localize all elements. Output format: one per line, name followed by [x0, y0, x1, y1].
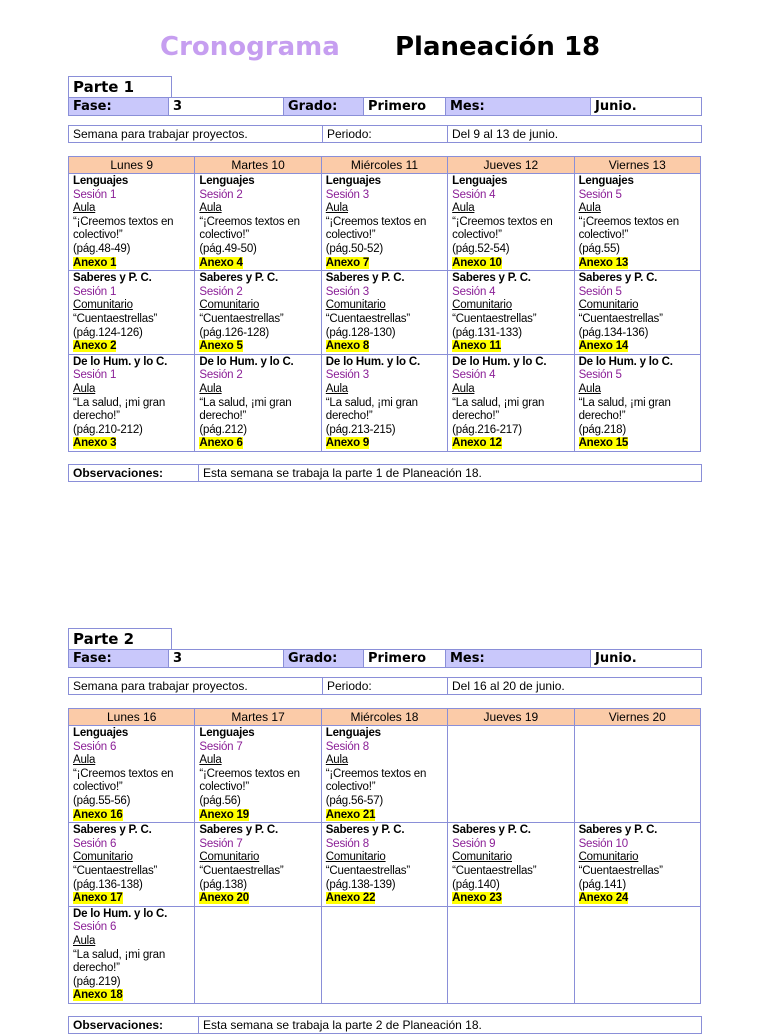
page-range: (pág.141)	[578, 878, 626, 891]
anexo-label: Anexo 19	[199, 808, 249, 821]
subject-name: Lenguajes	[199, 727, 255, 739]
subject-name: Saberes y P. C.	[325, 272, 405, 285]
subject-name: Lenguajes	[578, 175, 634, 187]
semana-label: Semana para trabajar proyectos.	[69, 678, 323, 695]
mes-value: Junio.	[591, 98, 702, 116]
periodo-value: Del 16 al 20 de junio.	[448, 678, 702, 695]
session-number: Sesión 4	[452, 285, 496, 298]
page-range: (pág.50-52)	[325, 242, 384, 255]
anexo-label: Anexo 9	[325, 437, 370, 450]
session-number: Sesión 6	[73, 921, 117, 934]
page-range: (pág.48-49)	[73, 242, 131, 255]
subject-name: Lenguajes	[325, 175, 381, 187]
session-cell	[321, 354, 447, 451]
page-range: (pág.126-128)	[199, 326, 270, 339]
page-range: (pág.219)	[73, 975, 121, 988]
session-cell	[574, 271, 700, 355]
modality: Aula	[325, 202, 348, 215]
page-range: (pág.128-130)	[325, 326, 396, 339]
session-number: Sesión 1	[73, 188, 117, 201]
session-cell	[321, 271, 447, 355]
fase-value: 3	[169, 98, 284, 116]
day-header: Lunes 16	[69, 709, 195, 726]
day-header: Jueves 19	[448, 709, 574, 726]
anexo-label: Anexo 6	[199, 437, 243, 450]
day-header: Viernes 13	[574, 157, 700, 174]
subject-name: Saberes y P. C.	[325, 824, 405, 837]
session-cell	[69, 271, 195, 355]
session-cell	[574, 823, 700, 907]
schedule-table	[68, 708, 701, 1004]
modality: Aula	[325, 382, 348, 395]
subject-name: Lenguajes	[452, 175, 508, 187]
modality: Aula	[578, 382, 601, 395]
session-cell	[195, 726, 321, 823]
periodo-label: Periodo:	[323, 678, 448, 695]
page-range: (pág.140)	[452, 878, 500, 891]
subject-name: De lo Hum. y lo C.	[578, 355, 673, 368]
session-number: Sesión 5	[578, 285, 622, 298]
topic-title: “Cuentaestrellas”	[452, 312, 537, 325]
schedule-table	[68, 156, 701, 452]
modality: Comunitario	[452, 299, 512, 312]
page-range: (pág.56-57)	[325, 794, 384, 807]
anexo-label: Anexo 2	[73, 340, 117, 353]
day-header: Miércoles 18	[321, 709, 447, 726]
page-range: (pág.136-138)	[73, 878, 143, 891]
session-number: Sesión 4	[452, 188, 496, 201]
modality: Comunitario	[73, 299, 133, 312]
anexo-label: Anexo 1	[73, 256, 117, 269]
topic-title: “¡Creemos textos en colectivo!”	[73, 215, 174, 242]
anexo-label: Anexo 4	[199, 256, 243, 269]
empty-cell	[448, 726, 574, 823]
session-number: Sesión 8	[325, 740, 369, 753]
modality: Comunitario	[325, 851, 386, 864]
info-table	[68, 649, 702, 668]
session-cell	[574, 354, 700, 451]
session-number: Sesión 7	[199, 740, 243, 753]
session-number: Sesión 5	[578, 188, 622, 201]
session-cell	[69, 354, 195, 451]
period-table	[68, 125, 702, 143]
session-cell	[69, 823, 195, 907]
modality: Aula	[452, 382, 475, 395]
anexo-label: Anexo 12	[452, 437, 502, 450]
topic-title: “Cuentaestrellas”	[73, 312, 158, 325]
day-header: Martes 17	[195, 709, 321, 726]
modality: Comunitario	[578, 299, 639, 312]
anexo-label: Anexo 3	[73, 437, 117, 450]
page-range: (pág.55)	[578, 242, 620, 255]
modality: Aula	[73, 382, 96, 395]
day-header: Miércoles 11	[321, 157, 447, 174]
session-cell	[321, 174, 447, 271]
modality: Aula	[73, 934, 96, 947]
session-number: Sesión 1	[73, 285, 117, 298]
fase-value: 3	[169, 650, 284, 668]
modality: Aula	[73, 202, 96, 215]
page-range: (pág.124-126)	[73, 326, 143, 339]
session-cell	[448, 823, 574, 907]
anexo-label: Anexo 14	[578, 340, 629, 353]
document-title	[0, 30, 768, 70]
topic-title: “La salud, ¡mi gran derecho!”	[578, 396, 671, 423]
anexo-label: Anexo 7	[325, 256, 370, 269]
semana-label: Semana para trabajar proyectos.	[69, 126, 323, 143]
session-number: Sesión 5	[578, 369, 622, 382]
topic-title: “¡Creemos textos en colectivo!”	[325, 767, 427, 794]
modality: Aula	[578, 202, 601, 215]
subject-name: Saberes y P. C.	[578, 272, 658, 285]
empty-cell	[321, 906, 447, 1003]
session-number: Sesión 7	[199, 837, 243, 850]
session-cell	[448, 174, 574, 271]
session-cell	[195, 174, 321, 271]
topic-title: “¡Creemos textos en colectivo!”	[73, 767, 174, 794]
anexo-label: Anexo 13	[578, 256, 629, 269]
day-header: Lunes 9	[69, 157, 195, 174]
subject-name: Saberes y P. C.	[73, 272, 152, 285]
modality: Aula	[199, 754, 222, 767]
subject-name: Lenguajes	[73, 727, 129, 739]
topic-title: “La salud, ¡mi gran derecho!”	[73, 948, 166, 975]
session-cell	[69, 174, 195, 271]
session-cell	[448, 354, 574, 451]
grado-label: Grado:	[284, 98, 364, 116]
topic-title: “Cuentaestrellas”	[325, 312, 410, 325]
topic-title: “¡Creemos textos en colectivo!”	[199, 215, 300, 242]
page-range: (pág.216-217)	[452, 423, 522, 436]
topic-title: “¡Creemos textos en colectivo!”	[578, 215, 679, 242]
session-number: Sesión 9	[452, 837, 496, 850]
topic-title: “La salud, ¡mi gran derecho!”	[325, 396, 418, 423]
modality: Aula	[325, 754, 348, 767]
session-cell	[321, 726, 447, 823]
parte-label: Parte 2	[68, 628, 172, 649]
session-number: Sesión 8	[325, 837, 369, 850]
title-planeacion: Planeación 18	[395, 32, 601, 62]
anexo-label: Anexo 10	[452, 256, 502, 269]
topic-title: “Cuentaestrellas”	[325, 864, 410, 877]
day-header: Jueves 12	[448, 157, 574, 174]
anexo-label: Anexo 23	[452, 892, 502, 905]
session-cell	[195, 823, 321, 907]
mes-value: Junio.	[591, 650, 702, 668]
session-number: Sesión 6	[73, 837, 117, 850]
anexo-label: Anexo 24	[578, 892, 629, 905]
page-range: (pág.55-56)	[73, 794, 131, 807]
page-range: (pág.138)	[199, 878, 247, 891]
topic-title: “Cuentaestrellas”	[199, 312, 284, 325]
page-range: (pág.56)	[199, 794, 241, 807]
modality: Comunitario	[199, 299, 260, 312]
subject-name: Saberes y P. C.	[199, 824, 279, 837]
anexo-label: Anexo 8	[325, 340, 370, 353]
empty-cell	[448, 906, 574, 1003]
parte-label: Parte 1	[68, 76, 172, 97]
grado-value: Primero	[364, 98, 446, 116]
session-number: Sesión 10	[578, 837, 628, 850]
observations-table	[68, 464, 702, 482]
subject-name: Saberes y P. C.	[452, 272, 531, 285]
page-range: (pág.134-136)	[578, 326, 649, 339]
title-cronograma: Cronograma	[160, 32, 340, 62]
topic-title: “¡Creemos textos en colectivo!”	[452, 215, 553, 242]
anexo-label: Anexo 17	[73, 892, 123, 905]
topic-title: “Cuentaestrellas”	[199, 864, 284, 877]
anexo-label: Anexo 15	[578, 437, 629, 450]
anexo-label: Anexo 5	[199, 340, 243, 353]
modality: Comunitario	[73, 851, 133, 864]
modality: Aula	[73, 754, 96, 767]
grado-label: Grado:	[284, 650, 364, 668]
page-range: (pág.213-215)	[325, 423, 396, 436]
page-range: (pág.212)	[199, 423, 247, 436]
topic-title: “Cuentaestrellas”	[452, 864, 537, 877]
fase-label: Fase:	[69, 98, 169, 116]
session-number: Sesión 3	[325, 285, 369, 298]
topic-title: “Cuentaestrellas”	[578, 864, 663, 877]
session-number: Sesión 1	[73, 369, 117, 382]
session-number: Sesión 2	[199, 369, 243, 382]
topic-title: “Cuentaestrellas”	[73, 864, 158, 877]
modality: Comunitario	[452, 851, 512, 864]
observaciones-value: Esta semana se trabaja la parte 1 de Planeación 18.	[199, 464, 702, 481]
modality: Comunitario	[199, 851, 260, 864]
session-number: Sesión 3	[325, 188, 369, 201]
anexo-label: Anexo 20	[199, 892, 249, 905]
page-range: (pág.131-133)	[452, 326, 522, 339]
session-cell	[321, 823, 447, 907]
week-block-2	[68, 628, 701, 1034]
anexo-label: Anexo 11	[452, 340, 502, 353]
subject-name: Lenguajes	[73, 175, 129, 187]
session-cell	[69, 726, 195, 823]
modality: Comunitario	[578, 851, 639, 864]
session-number: Sesión 2	[199, 285, 243, 298]
subject-name: De lo Hum. y lo C.	[73, 355, 168, 368]
period-table	[68, 677, 702, 695]
empty-cell	[574, 906, 700, 1003]
observaciones-label: Observaciones:	[69, 464, 199, 481]
subject-name: Lenguajes	[199, 175, 255, 187]
day-header: Viernes 20	[574, 709, 700, 726]
subject-name: Saberes y P. C.	[199, 272, 279, 285]
session-cell	[69, 906, 195, 1003]
session-number: Sesión 3	[325, 369, 369, 382]
topic-title: “Cuentaestrellas”	[578, 312, 663, 325]
topic-title: “La salud, ¡mi gran derecho!”	[452, 396, 545, 423]
anexo-label: Anexo 16	[73, 808, 123, 821]
session-cell	[195, 354, 321, 451]
session-cell	[448, 271, 574, 355]
anexo-label: Anexo 21	[325, 808, 376, 821]
topic-title: “¡Creemos textos en colectivo!”	[199, 767, 300, 794]
page-range: (pág.52-54)	[452, 242, 510, 255]
session-number: Sesión 2	[199, 188, 243, 201]
page-range: (pág.49-50)	[199, 242, 257, 255]
anexo-label: Anexo 22	[325, 892, 376, 905]
subject-name: Lenguajes	[325, 727, 381, 739]
info-table	[68, 97, 702, 116]
day-header: Martes 10	[195, 157, 321, 174]
week-block-1	[68, 76, 701, 482]
mes-label: Mes:	[446, 98, 591, 116]
page-range: (pág.218)	[578, 423, 626, 436]
modality: Aula	[199, 382, 222, 395]
empty-cell	[195, 906, 321, 1003]
subject-name: De lo Hum. y lo C.	[199, 355, 294, 368]
subject-name: Saberes y P. C.	[73, 824, 152, 837]
empty-cell	[574, 726, 700, 823]
subject-name: De lo Hum. y lo C.	[452, 355, 547, 368]
periodo-value: Del 9 al 13 de junio.	[448, 126, 702, 143]
observaciones-label: Observaciones:	[69, 1016, 199, 1033]
subject-name: De lo Hum. y lo C.	[73, 907, 168, 920]
subject-name: Saberes y P. C.	[578, 824, 658, 837]
session-number: Sesión 6	[73, 740, 117, 753]
topic-title: “¡Creemos textos en colectivo!”	[325, 215, 427, 242]
page-range: (pág.210-212)	[73, 423, 143, 436]
session-cell	[195, 271, 321, 355]
topic-title: “La salud, ¡mi gran derecho!”	[199, 396, 292, 423]
observations-table	[68, 1016, 702, 1034]
anexo-label: Anexo 18	[73, 989, 123, 1002]
session-number: Sesión 4	[452, 369, 496, 382]
modality: Comunitario	[325, 299, 386, 312]
grado-value: Primero	[364, 650, 446, 668]
periodo-label: Periodo:	[323, 126, 448, 143]
topic-title: “La salud, ¡mi gran derecho!”	[73, 396, 166, 423]
subject-name: Saberes y P. C.	[452, 824, 531, 837]
page-range: (pág.138-139)	[325, 878, 396, 891]
subject-name: De lo Hum. y lo C.	[325, 355, 420, 368]
modality: Aula	[199, 202, 222, 215]
modality: Aula	[452, 202, 475, 215]
observaciones-value: Esta semana se trabaja la parte 2 de Planeación 18.	[199, 1016, 702, 1033]
mes-label: Mes:	[446, 650, 591, 668]
fase-label: Fase:	[69, 650, 169, 668]
session-cell	[574, 174, 700, 271]
